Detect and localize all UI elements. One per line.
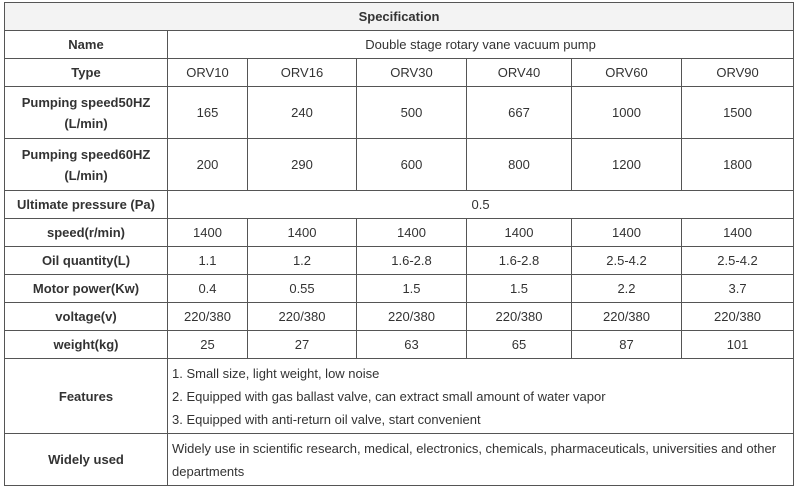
title-row: [5, 3, 794, 31]
speed-cell: 1400: [357, 219, 467, 247]
motor-cell: 2.2: [572, 275, 682, 303]
pumping-50-cell: 1500: [682, 87, 794, 139]
table-title: Specification: [5, 3, 794, 31]
name-label: Name: [5, 31, 168, 59]
pumping-60-cell: 290: [248, 139, 357, 191]
pumping-50-cell: 165: [168, 87, 248, 139]
oil-cell: 1.2: [248, 247, 357, 275]
specification-table: [4, 2, 794, 486]
speed-cell: 1400: [682, 219, 794, 247]
oil-cell: 1.6-2.8: [467, 247, 572, 275]
row-speed: [5, 219, 794, 247]
voltage-cell: 220/380: [357, 303, 467, 331]
weight-cell: 87: [572, 331, 682, 359]
type-cell: ORV30: [357, 59, 467, 87]
oil-cell: 2.5-4.2: [572, 247, 682, 275]
pumping-50-cell: 240: [248, 87, 357, 139]
widely-used-label: Widely used: [5, 434, 168, 486]
pumping-60-cell: 200: [168, 139, 248, 191]
motor-cell: 0.55: [248, 275, 357, 303]
pumping-50-cell: 1000: [572, 87, 682, 139]
weight-label: weight(kg): [5, 331, 168, 359]
motor-cell: 3.7: [682, 275, 794, 303]
voltage-cell: 220/380: [572, 303, 682, 331]
widely-used-value: Widely use in scientific research, medical, electronics, chemicals, pharmaceuticals, universities and other departments: [168, 434, 794, 486]
pumping-60-label: Pumping speed60HZ (L/min): [5, 139, 168, 191]
speed-cell: 1400: [467, 219, 572, 247]
pumping-50-cell: 667: [467, 87, 572, 139]
voltage-cell: 220/380: [248, 303, 357, 331]
voltage-cell: 220/380: [467, 303, 572, 331]
pumping-50-cell: 500: [357, 87, 467, 139]
pumping-50-label: Pumping speed50HZ (L/min): [5, 87, 168, 139]
row-motor-power: [5, 275, 794, 303]
weight-cell: 63: [357, 331, 467, 359]
voltage-label: voltage(v): [5, 303, 168, 331]
weight-cell: 25: [168, 331, 248, 359]
weight-cell: 101: [682, 331, 794, 359]
ultimate-label: Ultimate pressure (Pa): [5, 191, 168, 219]
type-cell: ORV16: [248, 59, 357, 87]
type-cell: ORV60: [572, 59, 682, 87]
pumping-60-cell: 600: [357, 139, 467, 191]
motor-cell: 0.4: [168, 275, 248, 303]
row-voltage: [5, 303, 794, 331]
type-cell: ORV40: [467, 59, 572, 87]
voltage-cell: 220/380: [168, 303, 248, 331]
speed-label: speed(r/min): [5, 219, 168, 247]
oil-label: Oil quantity(L): [5, 247, 168, 275]
type-cell: ORV10: [168, 59, 248, 87]
row-oil-quantity: [5, 247, 794, 275]
oil-cell: 1.6-2.8: [357, 247, 467, 275]
feature-item: 1. Small size, light weight, low noise: [172, 365, 380, 381]
row-ultimate-pressure: [5, 191, 794, 219]
features-label: Features: [5, 359, 168, 434]
type-label: Type: [5, 59, 168, 87]
oil-cell: 1.1: [168, 247, 248, 275]
motor-cell: 1.5: [467, 275, 572, 303]
pumping-60-cell: 800: [467, 139, 572, 191]
speed-cell: 1400: [572, 219, 682, 247]
speed-cell: 1400: [168, 219, 248, 247]
row-widely-used: [5, 434, 794, 486]
motor-cell: 1.5: [357, 275, 467, 303]
row-weight: [5, 331, 794, 359]
name-value: Double stage rotary vane vacuum pump: [168, 31, 794, 59]
row-name: [5, 31, 794, 59]
feature-item: 2. Equipped with gas ballast valve, can extract small amount of water vapor: [172, 388, 606, 404]
pumping-60-cell: 1200: [572, 139, 682, 191]
weight-cell: 27: [248, 331, 357, 359]
oil-cell: 2.5-4.2: [682, 247, 794, 275]
row-pumping-60: [5, 139, 794, 191]
weight-cell: 65: [467, 331, 572, 359]
row-features: [5, 359, 794, 434]
type-cell: ORV90: [682, 59, 794, 87]
features-list: [168, 359, 794, 434]
row-pumping-50: [5, 87, 794, 139]
voltage-cell: 220/380: [682, 303, 794, 331]
pumping-60-cell: 1800: [682, 139, 794, 191]
speed-cell: 1400: [248, 219, 357, 247]
ultimate-value: 0.5: [168, 191, 794, 219]
row-type: [5, 59, 794, 87]
motor-label: Motor power(Kw): [5, 275, 168, 303]
feature-item: 3. Equipped with anti-return oil valve, start convenient: [172, 411, 481, 427]
